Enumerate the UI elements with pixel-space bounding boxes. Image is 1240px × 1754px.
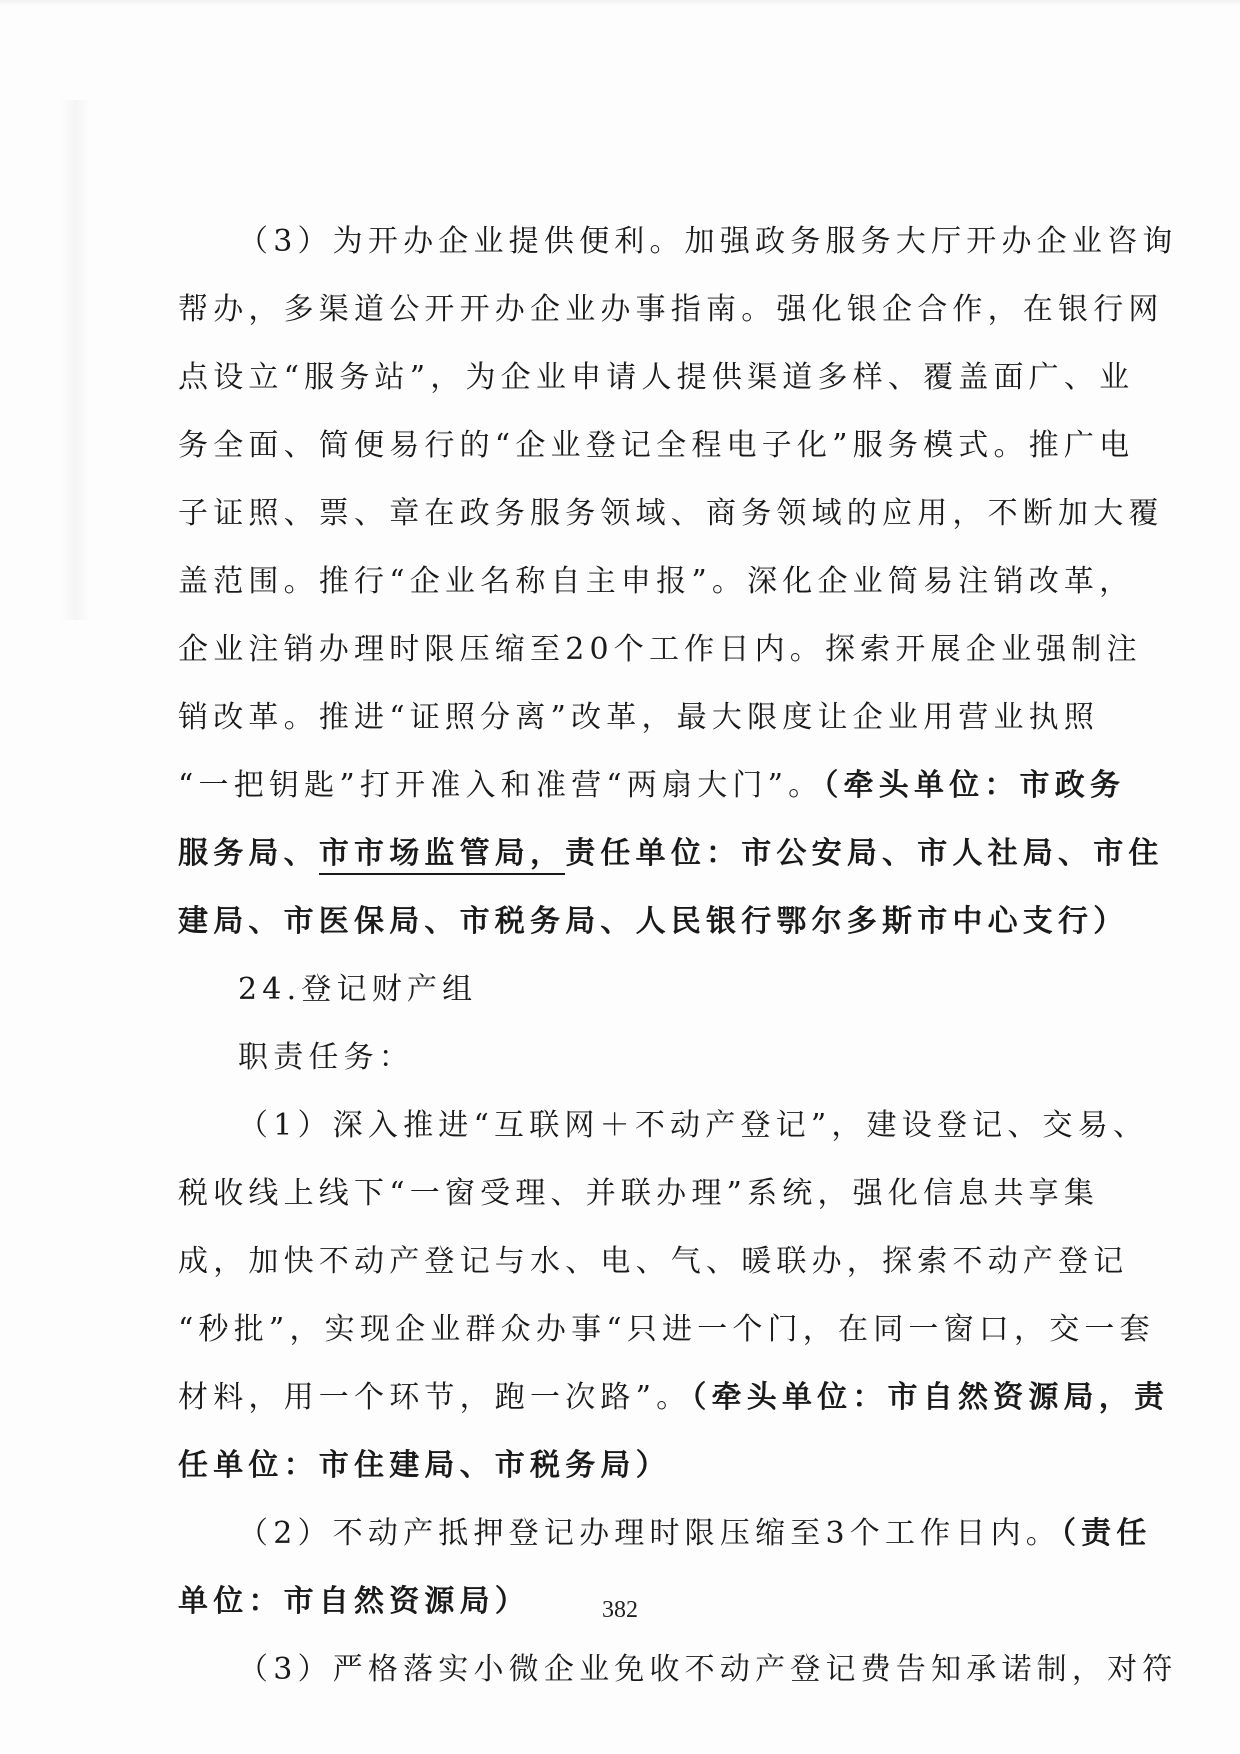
responsibility-text: （牵头单位：市自然资源局，责 bbox=[691, 1380, 1170, 1415]
page-number: 382 bbox=[602, 1597, 638, 1623]
document-body bbox=[178, 208, 1178, 1704]
paragraph-text: （2）不动产抵押登记办理时限压缩至3个工作日内。 bbox=[238, 1516, 1061, 1551]
responsibility-text: （责任 bbox=[1060, 1516, 1152, 1551]
responsibility-text: （牵头单位：市政务 bbox=[823, 768, 1126, 803]
paragraph-text: 材料，用一个环节，跑一次路”。 bbox=[178, 1380, 692, 1415]
paragraph-line: 务全面、简便易行的“企业登记全程电子化”服务模式。推广电 bbox=[178, 428, 1135, 463]
paragraph-line bbox=[178, 752, 1126, 820]
paragraph-line: “秒批”，实现企业群众办事“只进一个门，在同一窗口，交一套 bbox=[178, 1312, 1155, 1347]
paragraph-line: 企业注销办理时限压缩至20个工作日内。探索开展企业强制注 bbox=[178, 632, 1142, 667]
responsibility-line bbox=[178, 820, 1164, 888]
paragraph-line: 点设立“服务站”，为企业申请人提供渠道多样、覆盖面广、业 bbox=[178, 360, 1135, 395]
paragraph-text: “一把钥匙”打开准入和准营“两扇大门”。 bbox=[178, 768, 824, 803]
scan-margin-shadow bbox=[60, 100, 90, 620]
underlined-unit: 市市场监管局， bbox=[319, 836, 565, 875]
paragraph-line bbox=[178, 1500, 1152, 1568]
responsibility-line: 任单位：市住建局、市税务局） bbox=[178, 1448, 671, 1483]
paragraph-line: 盖范围。推行“企业名称自主申报”。深化企业简易注销改革， bbox=[178, 564, 1135, 599]
paragraph-line: 成，加快不动产登记与水、电、气、暖联办，探索不动产登记 bbox=[178, 1244, 1129, 1279]
paragraph-line: 子证照、票、章在政务服务领域、商务领域的应用，不断加大覆 bbox=[178, 496, 1164, 531]
paragraph-line: （3）为开办企业提供便利。加强政务服务大厅开办企业咨询 bbox=[238, 224, 1178, 259]
paragraph-line: （3）严格落实小微企业免收不动产登记费告知承诺制，对符 bbox=[238, 1652, 1178, 1687]
scan-edge-shadow bbox=[0, 0, 1240, 6]
paragraph-line bbox=[178, 1364, 1170, 1432]
responsibility-text: 服务局、 bbox=[178, 836, 319, 871]
duties-label: 职责任务： bbox=[238, 1040, 414, 1075]
paragraph-line: 税收线上线下“一窗受理、并联办理”系统，强化信息共享集 bbox=[178, 1176, 1100, 1211]
responsibility-text: 责任单位：市公安局、市人社局、市住 bbox=[565, 836, 1164, 871]
section-heading: 24.登记财产组 bbox=[238, 972, 478, 1007]
paragraph-line: 销改革。推进“证照分离”改革，最大限度让企业用营业执照 bbox=[178, 700, 1100, 735]
responsibility-line: 建局、市医保局、市税务局、人民银行鄂尔多斯市中心支行） bbox=[178, 904, 1129, 939]
paragraph-line: 帮办，多渠道公开开办企业办事指南。强化银企合作，在银行网 bbox=[178, 292, 1164, 327]
responsibility-line: 单位：市自然资源局） bbox=[178, 1584, 530, 1619]
paragraph-line: （1）深入推进“互联网＋不动产登记”，建设登记、交易、 bbox=[238, 1108, 1149, 1143]
